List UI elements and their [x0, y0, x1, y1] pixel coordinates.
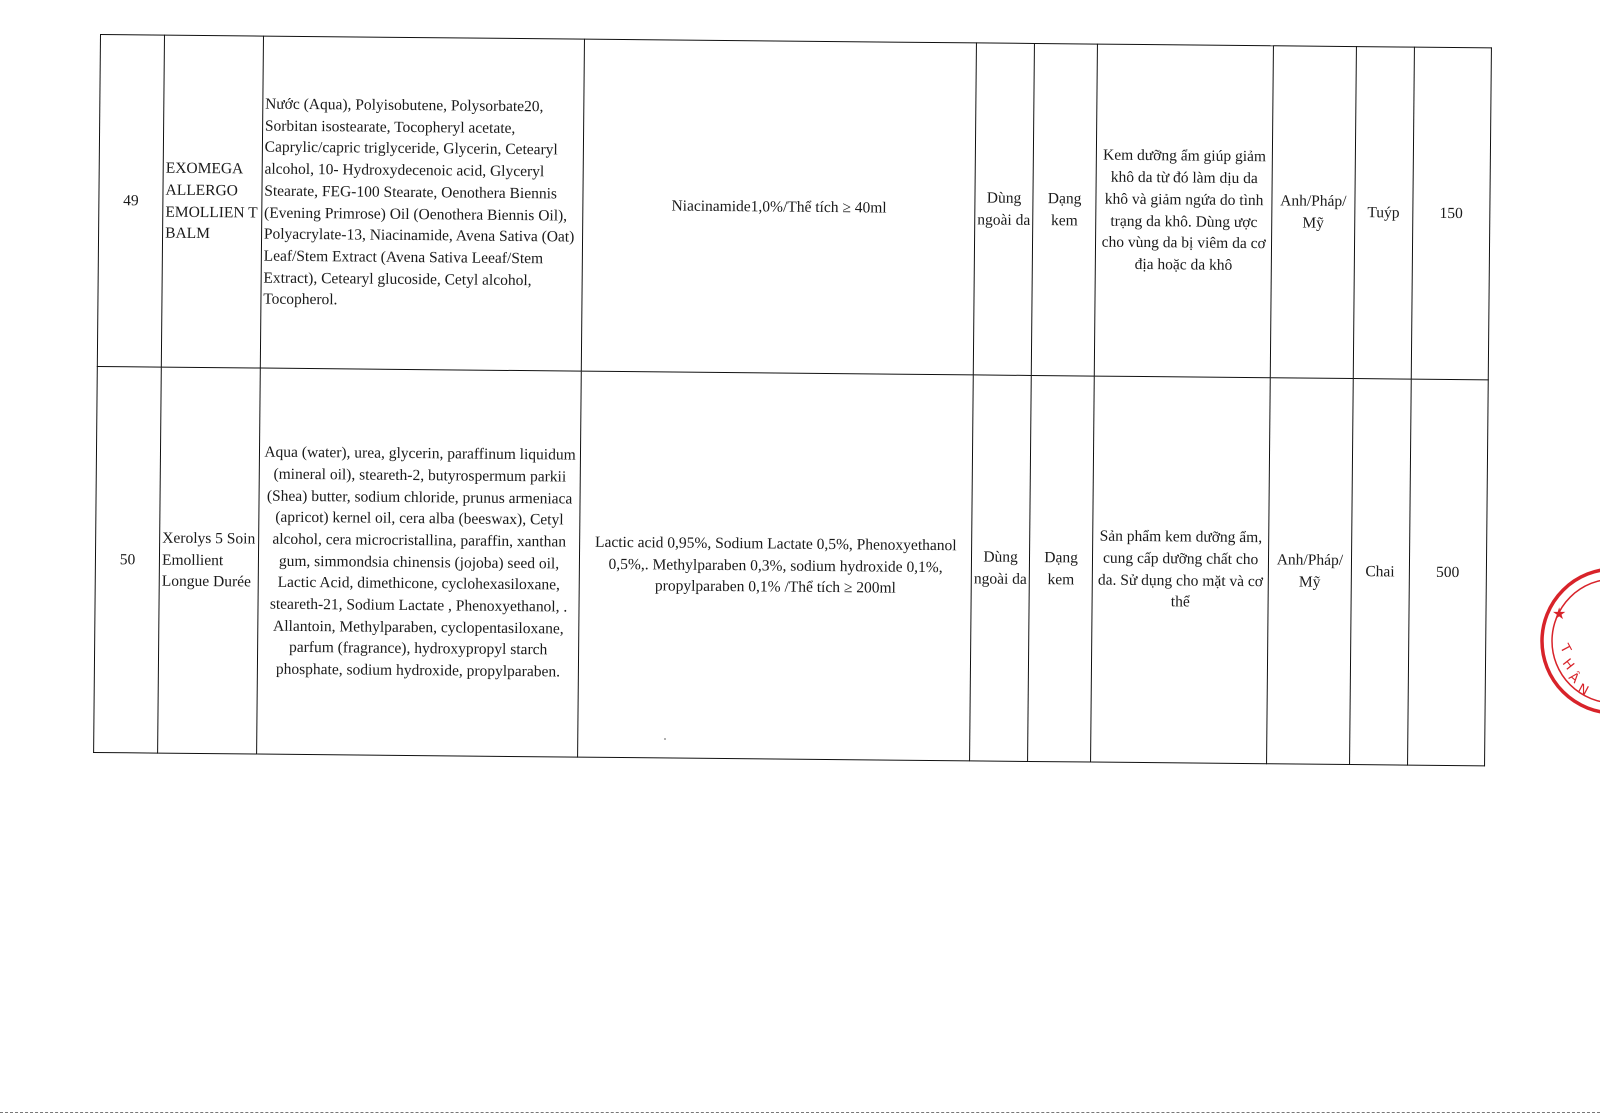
product-name: EXOMEGA ALLERGO EMOLLIEN T BALM: [161, 35, 263, 368]
product-table-container: [93, 34, 1492, 766]
concentration-cell: Niacinamide1,0%/Thể tích ≥ 40ml: [582, 39, 977, 375]
origin-cell: Anh/Pháp/ Mỹ: [1267, 378, 1353, 765]
svg-text:H: H: [1558, 656, 1577, 674]
svg-text:Â: Â: [1565, 669, 1582, 687]
ingredients-cell: Nước (Aqua), Polyisobutene, Polysorbate20, Sorbitan isostearate, Tocopheryl acetate, Caprylic/capric triglyceride, Glycerin, Cetearyl alcohol, 10- Hydroxydecenoic acid, Glyceryl Stearate, FEG-100 Stearate, Oenothera Biennis (Evening Primrose) Oil (Oenothera Biennis Oil), Polyacrylate-13, Niacinamide, Avena Sativa (Oat) Leaf/Stem Extract (Avena Sativa Leeaf/Stem Extract), Cetearyl glucoside, Cetyl alcohol, Tocopherol.: [260, 36, 585, 371]
purpose-cell: Kem dưỡng ẩm giúp giảm khô da từ đó làm dịu da khô và giảm ngứa do tình trạng da khô. Dùng ược cho vùng da bị viêm da cơ địa hoặc da khô: [1094, 44, 1273, 378]
volume-cell: 500: [1407, 379, 1488, 766]
svg-text:★: ★: [1552, 604, 1567, 623]
usage-cell: Dùng ngoài da: [970, 375, 1032, 762]
usage-cell: Dùng ngoài da: [973, 43, 1034, 376]
product-table: [93, 34, 1492, 766]
package-cell: Chai: [1349, 379, 1411, 766]
table-row: [94, 366, 1489, 765]
table-row: [97, 35, 1491, 380]
origin-cell: Anh/Pháp/ Mỹ: [1270, 46, 1356, 379]
svg-text:T: T: [1556, 641, 1574, 656]
page-bottom-edge: [0, 1112, 1600, 1113]
package-cell: Tuýp: [1353, 47, 1414, 380]
row-number: 50: [94, 366, 162, 753]
svg-text:N: N: [1575, 681, 1591, 700]
red-seal-icon: [1538, 567, 1600, 717]
concentration-cell: Lactic acid 0,95%, Sodium Lactate 0,5%, Phenoxyethanol 0,5%,. Methylparaben 0,3%, sodium hydroxide 0,1%, propylparaben 0,1% /Thể tích ≥ 200ml: [578, 371, 973, 761]
form-cell: Dạng kem: [1028, 375, 1095, 762]
row-number: 49: [97, 35, 164, 368]
product-name: Xerolys 5 Soin Emollient Longue Durée: [158, 367, 260, 754]
volume-cell: 150: [1411, 47, 1492, 380]
purpose-cell: Sản phẩm kem dưỡng ẩm, cung cấp dưỡng chất cho da. Sử dụng cho mặt và cơ thể: [1091, 376, 1271, 764]
form-cell: Dạng kem: [1031, 43, 1097, 376]
scan-speck: [664, 738, 666, 740]
ingredients-cell: Aqua (water), urea, glycerin, paraffinum liquidum (mineral oil), steareth-2, butyrospermum parkii (Shea) butter, sodium chloride, prunus armeniaca (apricot) kernel oil, cera alba (beeswax), Cetyl alcohol, cera microcristallina, paraffin, xanthan gum, simmondsia chinensis (jojoba) seed oil, Lactic Acid, dimethicone, cyclohexasiloxane, steareth-21, Sodium Lactate , Phenoxyethanol, . Allantoin, Methylparaben, cyclopentasiloxane, parfum (fragrance), hydroxypropyl starch phosphate, sodium hydroxide, propylparaben.: [256, 368, 581, 757]
